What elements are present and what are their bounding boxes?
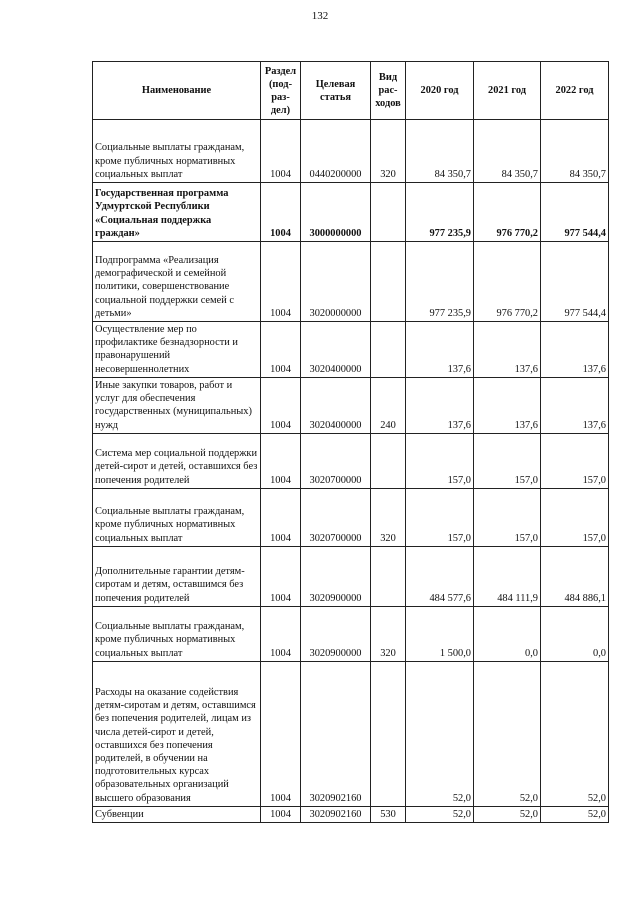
row-2020-value-cell: 977 235,9 [406, 183, 474, 242]
row-2020-value-cell: 84 350,7 [406, 120, 474, 183]
row-section-cell: 1004 [261, 661, 301, 806]
row-target-article-cell: 3020902160 [301, 661, 371, 806]
row-2021-value-cell: 976 770,2 [474, 242, 541, 322]
row-2020-value-cell: 137,6 [406, 377, 474, 433]
table-row [93, 377, 609, 433]
page-number: 132 [311, 10, 329, 22]
row-2020-value-cell: 157,0 [406, 488, 474, 546]
row-section-cell: 1004 [261, 183, 301, 242]
row-name-cell: Осуществление мер по профилактике безнадзорности и правонарушений несовершеннолетних [93, 322, 261, 378]
table-row [93, 806, 609, 822]
table-row [93, 242, 609, 322]
table-header-row [93, 62, 609, 120]
row-2020-value-cell: 52,0 [406, 661, 474, 806]
row-expense-type-cell [371, 322, 406, 378]
table-body [93, 120, 609, 823]
row-section-cell: 1004 [261, 433, 301, 488]
row-2020-value-cell: 137,6 [406, 322, 474, 378]
row-target-article-cell: 3020900000 [301, 606, 371, 661]
row-2021-value-cell: 137,6 [474, 377, 541, 433]
column-header-target-article: Целевая статья [301, 62, 371, 120]
row-2021-value-cell: 84 350,7 [474, 120, 541, 183]
row-expense-type-cell [371, 242, 406, 322]
row-target-article-cell: 3020400000 [301, 322, 371, 378]
table-row [93, 433, 609, 488]
row-expense-type-cell: 240 [371, 377, 406, 433]
row-2022-value-cell: 157,0 [541, 433, 609, 488]
row-2022-value-cell: 84 350,7 [541, 120, 609, 183]
table-row [93, 322, 609, 378]
table-row [93, 661, 609, 806]
column-header-2020: 2020 год [406, 62, 474, 120]
row-2021-value-cell: 157,0 [474, 488, 541, 546]
column-header-section: Раздел (под-раз-дел) [261, 62, 301, 120]
row-section-cell: 1004 [261, 377, 301, 433]
row-name-cell: Иные закупки товаров, работ и услуг для обеспечения государственных (муниципальных) нужд [93, 377, 261, 433]
row-2022-value-cell: 977 544,4 [541, 242, 609, 322]
row-2022-value-cell: 137,6 [541, 322, 609, 378]
row-name-cell: Расходы на оказание содействия детям-сиротам и детям, оставшимся без попечения родителей, лицам из числа детей-сирот и детей, оставшихся без попечения родителей, в обучении на подготовительных курсах образовательных организаций высшего образования [93, 661, 261, 806]
row-expense-type-cell: 320 [371, 488, 406, 546]
column-header-expense-type: Вид рас-ходов [371, 62, 406, 120]
column-header-2021: 2021 год [474, 62, 541, 120]
row-2020-value-cell: 52,0 [406, 806, 474, 822]
row-section-cell: 1004 [261, 546, 301, 606]
row-name-cell: Субвенции [93, 806, 261, 822]
row-target-article-cell: 3020900000 [301, 546, 371, 606]
row-2022-value-cell: 137,6 [541, 377, 609, 433]
table-row [93, 488, 609, 546]
row-2021-value-cell: 976 770,2 [474, 183, 541, 242]
row-expense-type-cell: 320 [371, 606, 406, 661]
row-2022-value-cell: 52,0 [541, 661, 609, 806]
column-header-name: Наименование [93, 62, 261, 120]
table-row [93, 183, 609, 242]
table-row [93, 120, 609, 183]
column-header-2022: 2022 год [541, 62, 609, 120]
row-2020-value-cell: 157,0 [406, 433, 474, 488]
row-expense-type-cell [371, 546, 406, 606]
row-target-article-cell: 0440200000 [301, 120, 371, 183]
row-section-cell: 1004 [261, 242, 301, 322]
row-2021-value-cell: 484 111,9 [474, 546, 541, 606]
row-name-cell: Социальные выплаты гражданам, кроме публичных нормативных социальных выплат [93, 488, 261, 546]
row-name-cell: Государственная программа Удмуртской Республики «Социальная поддержка граждан» [93, 183, 261, 242]
row-expense-type-cell [371, 661, 406, 806]
table-row [93, 606, 609, 661]
row-target-article-cell: 3020902160 [301, 806, 371, 822]
row-2021-value-cell: 157,0 [474, 433, 541, 488]
row-2022-value-cell: 52,0 [541, 806, 609, 822]
row-2020-value-cell: 1 500,0 [406, 606, 474, 661]
row-name-cell: Подпрограмма «Реализация демографической и семейной политики, совершенствование социальной поддержки семей с детьми» [93, 242, 261, 322]
row-2022-value-cell: 977 544,4 [541, 183, 609, 242]
row-name-cell: Социальные выплаты гражданам, кроме публичных нормативных социальных выплат [93, 606, 261, 661]
row-2021-value-cell: 0,0 [474, 606, 541, 661]
row-section-cell: 1004 [261, 806, 301, 822]
row-section-cell: 1004 [261, 488, 301, 546]
row-target-article-cell: 3000000000 [301, 183, 371, 242]
row-target-article-cell: 3020000000 [301, 242, 371, 322]
row-2020-value-cell: 484 577,6 [406, 546, 474, 606]
row-name-cell: Дополнительные гарантии детям-сиротам и детям, оставшимся без попечения родителей [93, 546, 261, 606]
row-name-cell: Социальные выплаты гражданам, кроме публичных нормативных социальных выплат [93, 120, 261, 183]
row-2022-value-cell: 157,0 [541, 488, 609, 546]
row-2021-value-cell: 52,0 [474, 806, 541, 822]
row-section-cell: 1004 [261, 322, 301, 378]
row-expense-type-cell: 320 [371, 120, 406, 183]
row-expense-type-cell: 530 [371, 806, 406, 822]
row-section-cell: 1004 [261, 120, 301, 183]
row-2021-value-cell: 137,6 [474, 322, 541, 378]
row-2022-value-cell: 484 886,1 [541, 546, 609, 606]
row-expense-type-cell [371, 183, 406, 242]
row-target-article-cell: 3020700000 [301, 433, 371, 488]
row-target-article-cell: 3020400000 [301, 377, 371, 433]
table-row [93, 546, 609, 606]
row-expense-type-cell [371, 433, 406, 488]
row-name-cell: Система мер социальной поддержки детей-сирот и детей, оставшихся без попечения родителей [93, 433, 261, 488]
budget-table [92, 61, 609, 823]
row-2020-value-cell: 977 235,9 [406, 242, 474, 322]
row-section-cell: 1004 [261, 606, 301, 661]
row-target-article-cell: 3020700000 [301, 488, 371, 546]
row-2021-value-cell: 52,0 [474, 661, 541, 806]
row-2022-value-cell: 0,0 [541, 606, 609, 661]
